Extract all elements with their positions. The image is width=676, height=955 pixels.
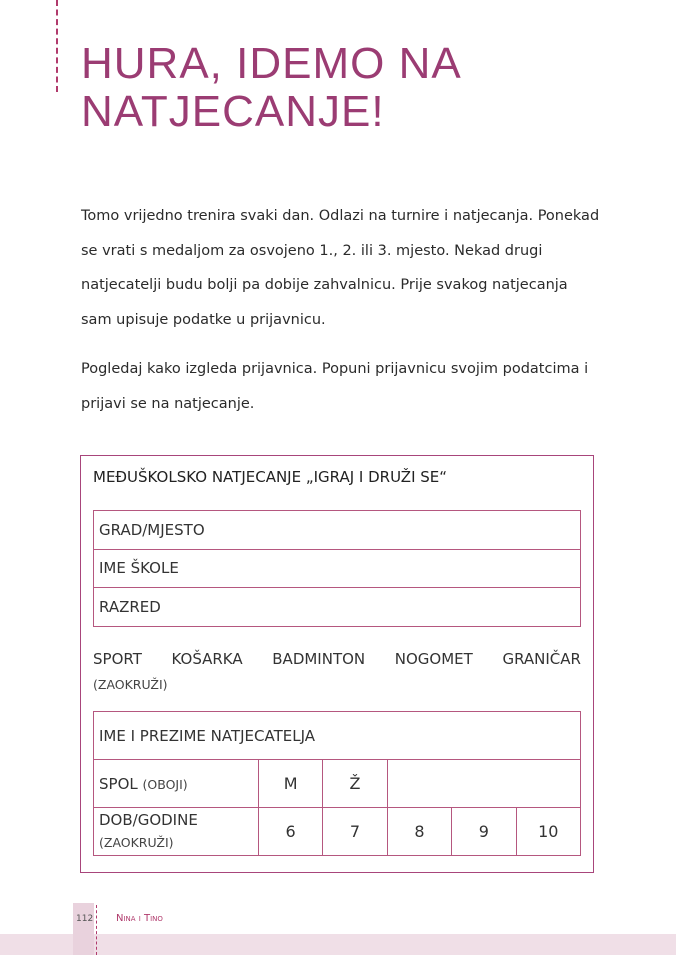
page-title: [81, 40, 462, 136]
decorative-dashed-line-top: [56, 0, 58, 92]
age-note: (ZAOKRUŽI): [99, 835, 174, 850]
page-title-line2: NATJECANJE!: [81, 87, 385, 136]
decorative-dashed-line-bottom: [96, 905, 97, 955]
full-name-field[interactable]: IME I PREZIME NATJECATELJA: [94, 712, 581, 760]
sport-option-badminton[interactable]: BADMINTON: [272, 650, 366, 668]
age-option-8[interactable]: 8: [387, 808, 451, 856]
gender-note: (OBOJI): [142, 776, 188, 792]
gender-empty-cell: [387, 760, 580, 808]
page-number: 112: [76, 914, 94, 924]
sport-option-granicar[interactable]: GRANIČAR: [502, 650, 581, 668]
sport-option-football[interactable]: NOGOMET: [394, 650, 473, 668]
instruction-paragraph: Pogledaj kako izgleda prijavnica. Popuni prijavnicu svojim podatcima i prijavi se na natjecanje.: [81, 361, 589, 412]
page-number-tab: [73, 903, 94, 955]
school-info-table: [93, 510, 581, 627]
age-option-6[interactable]: 6: [258, 808, 322, 856]
age-label-cell: [94, 808, 259, 856]
gender-label-cell: [94, 760, 259, 808]
footer-bar: [0, 934, 676, 955]
age-option-10[interactable]: 10: [516, 808, 580, 856]
book-title: Nina i Tino: [116, 913, 163, 924]
city-field[interactable]: GRAD/MJESTO: [94, 511, 581, 550]
gender-label: SPOL: [99, 774, 138, 793]
grade-field[interactable]: RAZRED: [94, 588, 581, 627]
age-option-7[interactable]: 7: [323, 808, 387, 856]
age-option-9[interactable]: 9: [452, 808, 516, 856]
age-label: DOB/GODINE: [99, 811, 198, 829]
gender-option-m[interactable]: M: [258, 760, 322, 808]
competitor-info-table: [93, 711, 581, 856]
sport-label: SPORT: [93, 650, 142, 668]
sport-option-basketball[interactable]: KOŠARKA: [171, 650, 243, 668]
gender-option-z[interactable]: Ž: [323, 760, 387, 808]
form-title: MEĐUŠKOLSKO NATJECANJE „IGRAJ I DRUŽI SE“: [93, 468, 448, 486]
page-title-line1: HURA, IDEMO NA: [81, 39, 462, 88]
sport-options-row: [93, 650, 581, 668]
sport-circle-note: (ZAOKRUŽI): [93, 677, 168, 692]
school-name-field[interactable]: IME ŠKOLE: [94, 549, 581, 588]
intro-paragraph: Tomo vrijedno trenira svaki dan. Odlazi na turnire i natjecanja. Ponekad se vrati s medaljom za osvojeno 1., 2. ili 3. mjesto. Nekad drugi natjecatelji budu bolji pa dobije zahvalnicu. Prije svakog natjecanja sam upisuje podatke u prijavnicu.: [81, 208, 600, 328]
